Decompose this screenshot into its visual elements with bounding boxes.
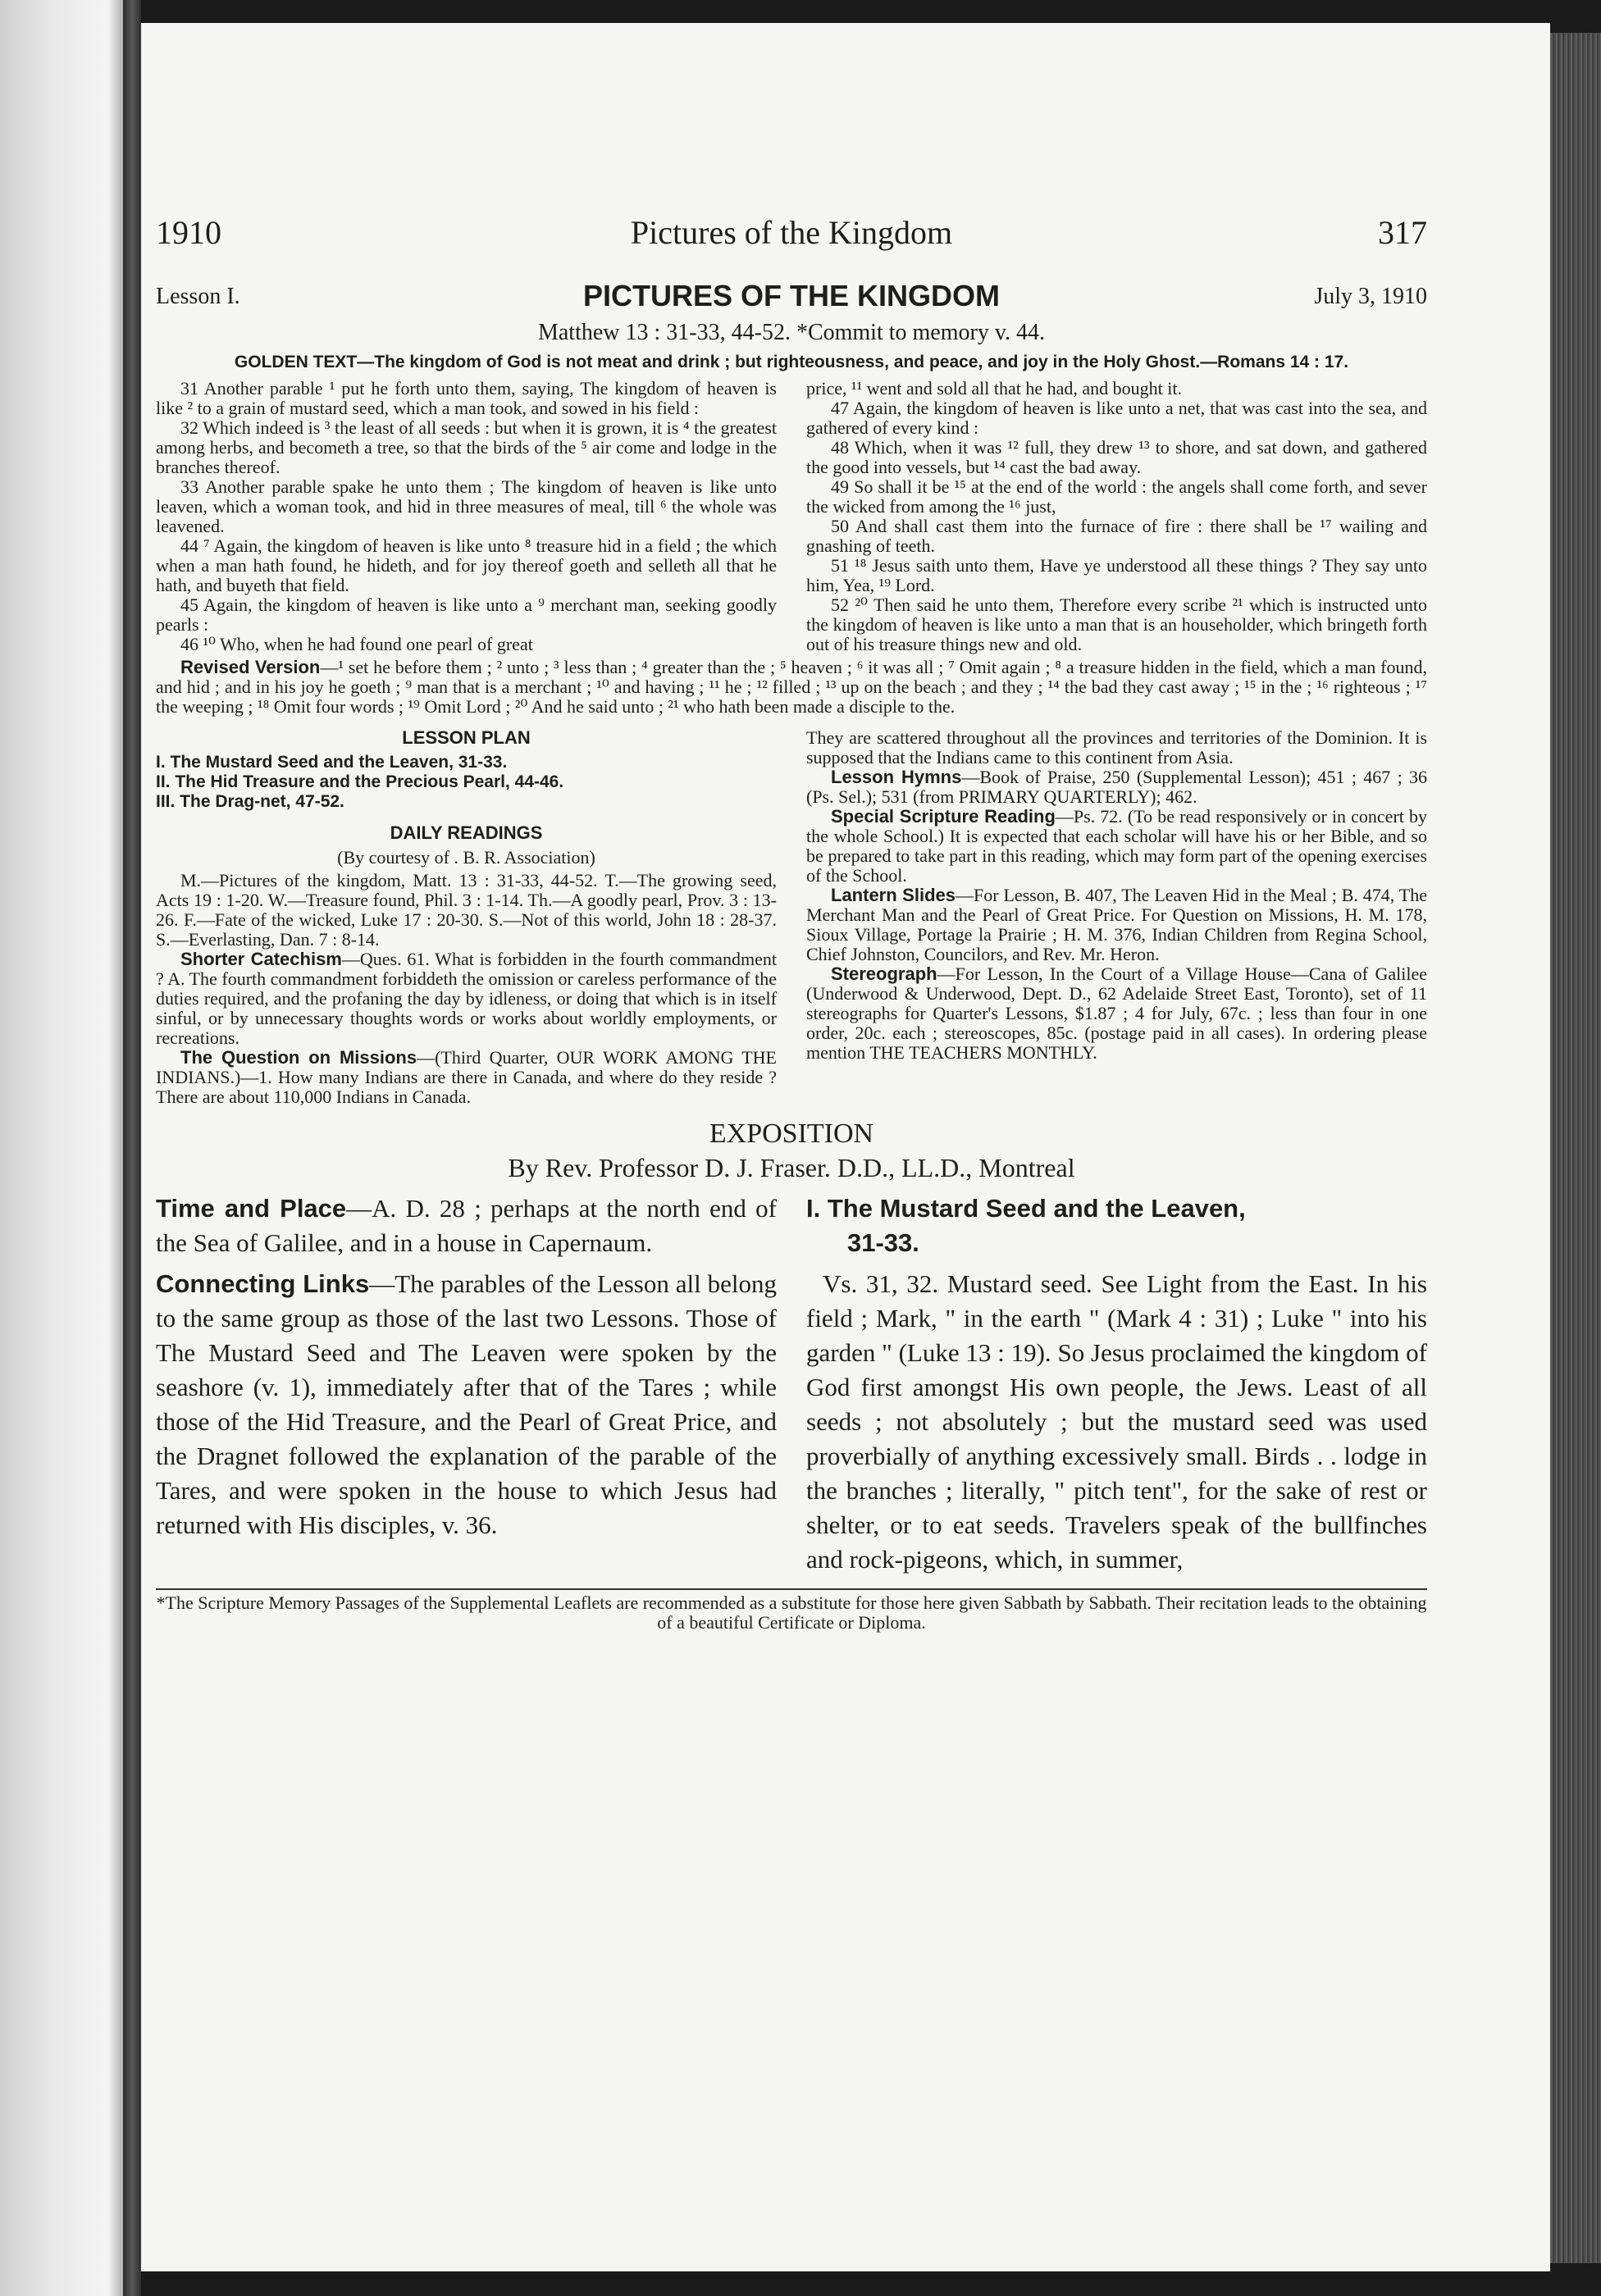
exposition-left xyxy=(156,1191,777,1577)
lesson-date: July 3, 1910 xyxy=(1314,284,1427,309)
scripture-reference: Matthew 13 : 31-33, 44-52. *Commit to memory v. 44. xyxy=(537,320,1046,345)
verse: 51 ¹⁸ Jesus saith unto them, Have ye understood all these things ? They say unto him, Yea, ¹⁹ Lord. xyxy=(806,555,1427,595)
footnote-rule xyxy=(156,1588,1427,1590)
verse: 46 ¹⁰ Who, when he had found one pearl of great xyxy=(180,634,533,654)
question-on-missions-label: The Question on Missions xyxy=(180,1047,417,1068)
connecting-links xyxy=(156,1267,777,1542)
revised-version-label: Revised Version xyxy=(180,657,321,677)
facing-page-edge xyxy=(0,0,135,2296)
running-head-year: 1910 xyxy=(156,214,221,251)
lesson-plan xyxy=(156,753,777,812)
footnote: *The Scripture Memory Passages of the Supplemental Leaflets are recommended as a substitute for those here given Sabbath by Sabbath. Their recitation leads to the obtaining of a beautiful Certificate or Diploma. xyxy=(156,1592,1427,1633)
book-gutter xyxy=(123,0,141,2296)
time-and-place-label: Time and Place xyxy=(156,1194,347,1223)
time-and-place-text: —A. D. 28 ; perhaps at the north end of the Sea of Galilee, and in a house in Capernaum. xyxy=(156,1194,777,1257)
section-heading-line1: I. The Mustard Seed and the Leaven, xyxy=(806,1194,1246,1223)
lesson-hymns xyxy=(806,768,1427,807)
notes-left xyxy=(156,717,777,1107)
daily-readings-text: M.—Pictures of the kingdom, Matt. 13 : 31-33, 44-52. T.—The growing seed, Acts 19 : 1-20. W.—Treasure found, Phil. 3 : 1-14. Th.—A goodly pearl, Prov. 3 : 13-26. F.—Fate of the wicked, Luke 17 : 20-30. S.—Not of this world, John 18 : 28-37. S.—Everlasting, Dan. 7 : 8-14. xyxy=(156,870,777,950)
exposition-byline: By Rev. Professor D. J. Fraser. D.D., LL.D., Montreal xyxy=(508,1153,1075,1182)
running-head xyxy=(156,213,1427,271)
lesson-hymns-text: —Book of Praise, 250 (Supplemental Lesson); 451 ; 467 ; 36 (Ps. Sel.); 531 (from PRIMARY QUARTERLY); 462. xyxy=(806,767,1427,807)
verse: 50 And shall cast them into the furnace of fire : there shall be ¹⁷ wailing and gnashing of teeth. xyxy=(806,516,1427,556)
exposition-columns xyxy=(156,1191,1427,1577)
verse: 32 Which indeed is ³ the least of all seeds : but when it is grown, it is ⁴ the greatest among herbs, and becometh a tree, so that the birds of the ⁵ air come and lodge in the branches thereof. xyxy=(156,417,777,477)
verse: 47 Again, the kingdom of heaven is like unto a net, that was cast into the sea, and gathered of every kind : xyxy=(806,398,1427,438)
page-number: 317 xyxy=(1378,214,1427,251)
notes-columns xyxy=(156,717,1427,1107)
verses-right xyxy=(806,379,1427,654)
verse: 45 Again, the kingdom of heaven is like unto a ⁹ merchant man, seeking goodly pearls : xyxy=(156,594,777,635)
special-reading-label: Special Scripture Reading xyxy=(831,806,1056,827)
verse: 33 Another parable spake he unto them ; The kingdom of heaven is like unto leaven, which a woman took, and hid in three measures of meal, till ⁶ the whole was leavened. xyxy=(156,476,777,536)
connecting-links-text: —The parables of the Lesson all belong to the same group as those of the last two Lessons. Those of The Mustard Seed and The Leaven were spoken by the seashore (v. 1), immediately after that of the Tares ; while those of the Hid Treasure, and the Pearl of Great Price, and the Dragnet followed the explanation of the parable of the Tares, and were spoken in the house to which Jesus had returned with His disciples, v. 36. xyxy=(156,1269,777,1539)
revised-version xyxy=(156,658,1427,717)
question-on-missions-text: —(Third Quarter, OUR WORK AMONG THE INDIANS.)—1. How many Indians are there in Canada, and where do they reside ? There are about 110,000 Indians in Canada. xyxy=(156,1047,777,1107)
running-head-title: Pictures of the Kingdom xyxy=(630,214,953,251)
daily-readings-courtesy: (By courtesy of . B. R. Association) xyxy=(337,847,595,868)
section-heading-line2: 31-33. xyxy=(847,1228,919,1257)
lesson-plan-heading: LESSON PLAN xyxy=(402,727,531,748)
exposition-right xyxy=(806,1191,1427,1577)
shorter-catechism-text: —Ques. 61. What is forbidden in the fourth commandment ? A. The fourth commandment forbiddeth the omission or careless performance of the duties required, and the profaning the day by idleness, or doing that which is in itself sinful, or by unnecessary thoughts words or works about worldly employments, or recreations. xyxy=(156,949,777,1048)
lantern-slides-text: —For Lesson, B. 407, The Leaven Hid in the Meal ; B. 474, The Merchant Man and the Pearl of Great Price. For Question on Missions, H. M. 178, Sioux Village, Portage la Prairie ; H. M. 376, Indian Children from Regina School, Chief Johnston, Councilors, and Rev. Mr. Heron. xyxy=(806,885,1428,964)
page-content xyxy=(156,213,1427,1633)
notes-right xyxy=(806,728,1427,1107)
lantern-slides-label: Lantern Slides xyxy=(831,885,956,905)
daily-readings-heading: DAILY READINGS xyxy=(390,822,543,843)
stereograph-label: Stereograph xyxy=(831,963,937,984)
stereograph xyxy=(806,964,1427,1063)
section-text: Vs. 31, 32. Mustard seed. See Light from the East. In his field ; Mark, " in the earth " (Mark 4 : 31) ; Luke " into his garden " (Luke 13 : 19). So Jesus proclaimed the kingdom of God first amongst His own people, the Jews. Least of all seeds ; not absolutely ; but the mustard seed was used proverbially of anything excessively small. Birds . . lodge in the branches ; literally, " pitch tent", for the sake of rest or shelter, or to eat seeds. Travelers speak of the bullfinches and rock-pigeons, which, in summer, xyxy=(806,1269,1427,1574)
lesson-plan-item: II. The Hid Treasure and the Precious Pearl, 44-46. xyxy=(156,772,564,791)
verse: 31 Another parable ¹ put he forth unto them, saying, The kingdom of heaven is like ² to a grain of mustard seed, which a man took, and sowed in his field : xyxy=(156,378,777,418)
shorter-catechism-label: Shorter Catechism xyxy=(180,949,342,969)
exposition-title: EXPOSITION xyxy=(709,1118,874,1149)
lesson-plan-item: I. The Mustard Seed and the Leaven, 31-33. xyxy=(156,753,508,772)
verse: 49 So shall it be ¹⁵ at the end of the world : the angels shall come forth, and sever the wicked from among the ¹⁶ just, xyxy=(806,476,1427,517)
verse: 44 ⁷ Again, the kingdom of heaven is like unto ⁸ treasure hid in a field ; the which when a man hath found, he hideth, and for joy thereof goeth and selleth all that he hath, and buyeth that field. xyxy=(156,535,777,595)
page-stack-edge xyxy=(1550,33,1601,2263)
connecting-links-label: Connecting Links xyxy=(156,1269,370,1298)
verse: 52 ²⁰ Then said he unto them, Therefore every scribe ²¹ which is instructed unto the kingdom of heaven is like unto a man that is an householder, which bringeth forth out of his treasure things new and old. xyxy=(806,594,1427,654)
time-and-place xyxy=(156,1191,777,1260)
verse: price, ¹¹ went and sold all that he had, and bought it. xyxy=(806,378,1182,399)
verse: 48 Which, when it was ¹² full, they drew ¹³ to shore, and sat down, and gathered the good into vessels, but ¹⁴ cast the bad away. xyxy=(806,437,1427,477)
lesson-title: PICTURES OF THE KINGDOM xyxy=(582,279,1000,312)
lesson-header xyxy=(156,279,1427,320)
verses-columns xyxy=(156,379,1427,654)
revised-version-text: —¹ set he before them ; ² unto ; ³ less than ; ⁴ greater than the ; ⁵ heaven ; ⁶ it was all ; ⁷ Omit again ; ⁸ a treasure hidden in the field, which a man found, and hid ; and in his joy he goeth ; ⁹ man that is a merchant ; ¹⁰ and having ; ¹¹ he ; ¹² filled ; ¹³ up on the beach ; and they ; ¹⁴ the bad they cast away ; ¹⁵ in the ; ¹⁶ righteous ; ¹⁷ the weeping ; ¹⁸ Omit four words ; ¹⁹ Omit Lord ; ²⁰ And he said unto ; ²¹ who hath been made a disciple to the. xyxy=(156,657,1427,717)
shorter-catechism xyxy=(156,950,777,1048)
lesson-hymns-label: Lesson Hymns xyxy=(831,767,962,787)
stereograph-text: —For Lesson, In the Court of a Village House—Cana of Galilee (Underwood & Underwood, Dept. D., 62 Adelaide Street East, Toronto), set of 11 stereographs for Quarter's Lessons, $1.87 ; 4 for July, 67c. ; less than four in one order, 20c. each ; stereoscopes, 85c. (postage paid in all cases). In ordering please mention THE TEACHERS MONTHLY. xyxy=(806,963,1427,1063)
section-heading xyxy=(806,1191,1427,1260)
verses-left xyxy=(156,379,777,654)
lesson-plan-item: III. The Drag-net, 47-52. xyxy=(156,792,344,811)
lesson-label: Lesson I. xyxy=(156,284,240,309)
missions-continued: They are scattered throughout all the provinces and territories of the Dominion. It is supposed that the Indians came to this continent from Asia. xyxy=(806,727,1427,768)
lantern-slides xyxy=(806,886,1427,964)
special-reading xyxy=(806,807,1427,886)
golden-text: GOLDEN TEXT—The kingdom of God is not meat and drink ; but righteousness, and peace, and joy in the Holy Ghost.—Romans 14 : 17. xyxy=(234,353,1349,371)
special-reading-text: —Ps. 72. (To be read responsively or in concert by the whole School.) It is expected that each scholar will have his or her Bible, and so be prepared to take part in this reading, which may form part of the opening exercises of the School. xyxy=(806,806,1427,886)
question-on-missions xyxy=(156,1048,777,1107)
